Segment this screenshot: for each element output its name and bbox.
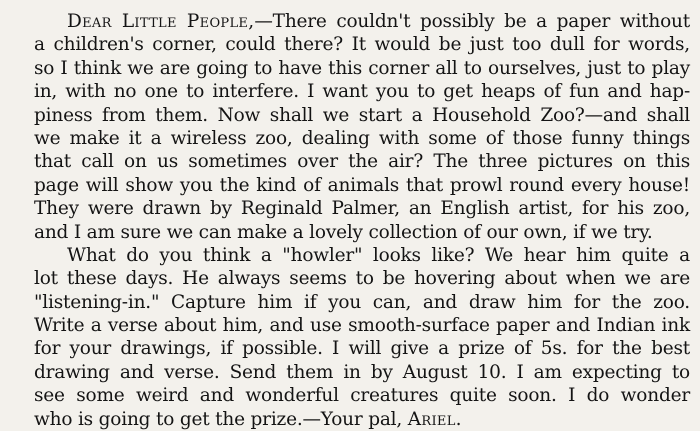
letter-line-15: for your drawings, if possible. I will give a prize of 5s. for the best [34,338,690,360]
letter-line-1 [34,10,690,33]
signature: Ariel. [407,408,462,430]
letter-text: —There couldn't possibly be a paper without [254,11,690,32]
letter-line-10: and I am sure we can make a lovely collection of our own, if we try. [34,221,653,243]
letter-line-3: so I think we are going to have this corner all to ourselves, just to play [34,57,690,79]
letter-text: who is going to get the prize.—Your pal, [34,408,408,430]
letter-line-11: What do you think a "howler" looks like? We hear him quite a [67,244,690,266]
salutation: Dear Little People, [67,11,255,32]
letter-line-8: page will show you the kind of animals that prowl round every house! [34,174,690,196]
letter-line-16: drawing and verse. Send them in by August 10. I am expecting to [34,361,690,383]
letter-line-14: Write a verse about him, and use smooth-surface paper and Indian ink [34,315,690,337]
letter-line-13: "listening-in." Capture him if you can, and draw him for the zoo. [34,291,690,313]
letter-line-2: a children's corner, could there? It would be just too dull for words, [34,34,690,56]
letter-line-5: piness from them. Now shall we start a Household Zoo?—and shall [34,104,690,126]
letter-line-6: we make it a wireless zoo, dealing with some of those funny things [34,127,690,149]
letter-line-18 [34,408,690,431]
letter-line-12: lot these days. He always seems to be hovering about when we are [34,268,690,290]
letter-line-17: see some weird and wonderful creatures quite soon. I do wonder [34,385,690,407]
letter-line-4: in, with no one to interfere. I want you to get heaps of fun and hap- [34,81,690,103]
letter-line-7: that call on us sometimes over the air? The three pictures on this [34,151,690,173]
letter-line-9: They were drawn by Reginald Palmer, an English artist, for his zoo, [34,198,690,220]
